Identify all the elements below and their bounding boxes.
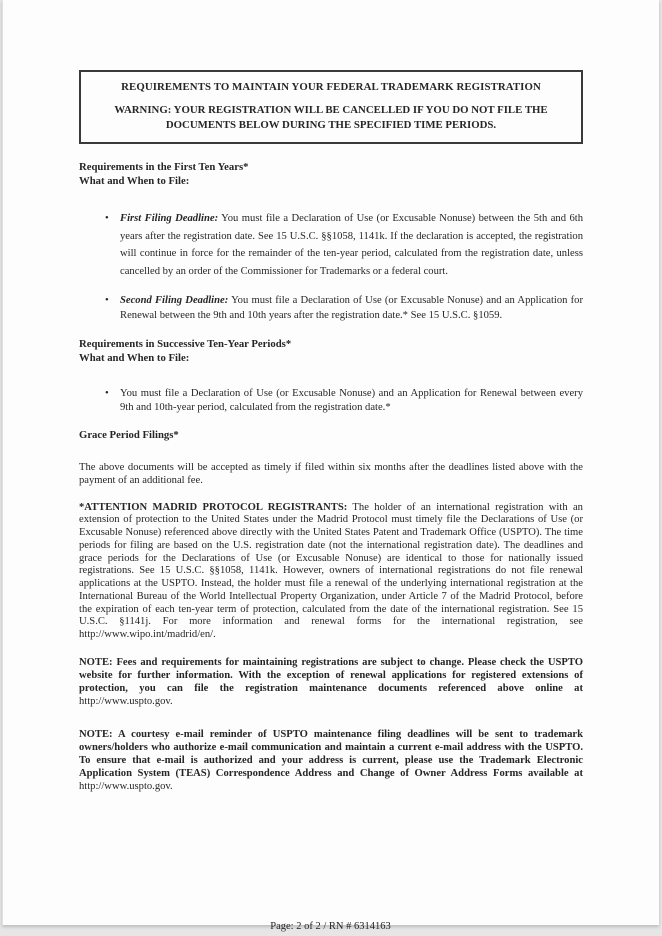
first-ten-heading: Requirements in the First Ten Years*	[79, 161, 249, 173]
first-filing-text: You must file a Declaration of Use (or Excusable Nonuse) between the 5th and 6th years after the registration date. See 15 U.S.C. §§1058, 1141k. If the declaration is accepted, the registration will continue in force for the remainder of the ten-year period, calculated from the registration date, unless cancelled by an order of the Commissioner for Trademarks or a federal court.	[120, 213, 583, 277]
second-filing-paragraph	[120, 293, 583, 323]
first-filing-paragraph	[120, 210, 583, 280]
successive-heading: Requirements in Successive Ten-Year Periods*	[79, 338, 292, 350]
uspto-url-2: http://www.uspto.gov.	[79, 780, 173, 792]
madrid-text: The holder of an international registration with an extension of protection to the United States under the Madrid Protocol must timely file the Declarations of Use (or Excusable Nonuse) referenced above directly with the United States Patent and Trademark Office (USPTO). The time periods for filing are based on the U.S. registration date (not the international registration date). The deadlines and grace periods for the Declarations of Use (or Excusable Nonuse) are identical to those for nationally issued registrations. See 15 U.S.C. §§1058, 1141k. However, owners of international registrations do not file renewal applications at the USPTO. Instead, the holder must file a renewal of the underlying international registration at the International Bureau of the World Intellectual Property Organization, under Article 7 of the Madrid Protocol, before the expiration of each ten-year term of protection, calculated from the date of the international registration. See 15 U.S.C. §1141j. For more information and renewal forms for the international registration, see	[79, 501, 583, 628]
note-fees-paragraph	[79, 656, 583, 708]
madrid-protocol-paragraph	[79, 502, 583, 642]
bullet-marker: •	[105, 295, 109, 306]
second-filing-text: You must file a Declaration of Use (or Excusable Nonuse) and an Application for Renewal between the 9th and 10th years after the registration date.* See 15 U.S.C. §1059.	[120, 295, 583, 321]
second-filing-label: Second Filing Deadline:	[120, 295, 229, 306]
page-footer: Page: 2 of 2 / RN # 6314163	[270, 921, 391, 932]
wipo-url: http://www.wipo.int/madrid/en/.	[79, 629, 216, 640]
section-successive-heading	[79, 338, 583, 365]
section-first-ten-heading	[79, 161, 583, 188]
notice-title: REQUIREMENTS TO MAINTAIN YOUR FEDERAL TRADEMARK REGISTRATION	[121, 81, 541, 93]
bullet-second-filing-deadline	[79, 293, 583, 323]
notice-box	[79, 70, 583, 144]
first-filing-label: First Filing Deadline:	[120, 213, 219, 224]
bullet-marker: •	[105, 388, 109, 399]
successive-subheading: What and When to File:	[79, 351, 190, 364]
section-grace-heading	[79, 429, 583, 443]
note-email-text: NOTE: A courtesy e-mail reminder of USPTO maintenance filing deadlines will be sent to trademark owners/holders who authorize e-mail communication and maintain a current e-mail address with the USPTO. To ensure that e-mail is authorized and your address is current, please use the Trademark Electronic Application System (TEAS) Correspondence Address and Change of Owner Address Forms available at	[79, 728, 583, 779]
bullet-marker: •	[105, 213, 109, 224]
notice-warning-line1: WARNING: YOUR REGISTRATION WILL BE CANCELLED IF YOU DO NOT FILE THE	[114, 104, 548, 116]
document-page	[2, 0, 659, 932]
uspto-url-1: http://www.uspto.gov.	[79, 695, 173, 707]
first-ten-subheading: What and When to File:	[79, 174, 190, 187]
page-content	[2, 70, 659, 936]
notice-warning	[89, 103, 573, 132]
successive-filing-paragraph: You must file a Declaration of Use (or Excusable Nonuse) and an Application for Renewal between every 9th and 10th-year period, calculated from the registration date.*	[120, 388, 583, 413]
grace-heading: Grace Period Filings*	[79, 429, 179, 441]
note-email-reminder-paragraph	[79, 728, 583, 793]
bullet-successive-filing	[79, 387, 583, 414]
madrid-attention-label: *ATTENTION MADRID PROTOCOL REGISTRANTS:	[79, 501, 348, 513]
notice-warning-line2: DOCUMENTS BELOW DURING THE SPECIFIED TIME PERIODS.	[165, 118, 497, 131]
bullet-first-filing-deadline	[79, 210, 583, 280]
grace-paragraph: The above documents will be accepted as timely if filed within six months after the deadlines listed above with the payment of an additional fee.	[79, 461, 583, 486]
note-fees-text: NOTE: Fees and requirements for maintaining registrations are subject to change. Please check the USPTO website for further information. With the exception of renewal applications for registered extensions of protection, you can file the registration maintenance documents referenced above online at	[79, 656, 583, 694]
